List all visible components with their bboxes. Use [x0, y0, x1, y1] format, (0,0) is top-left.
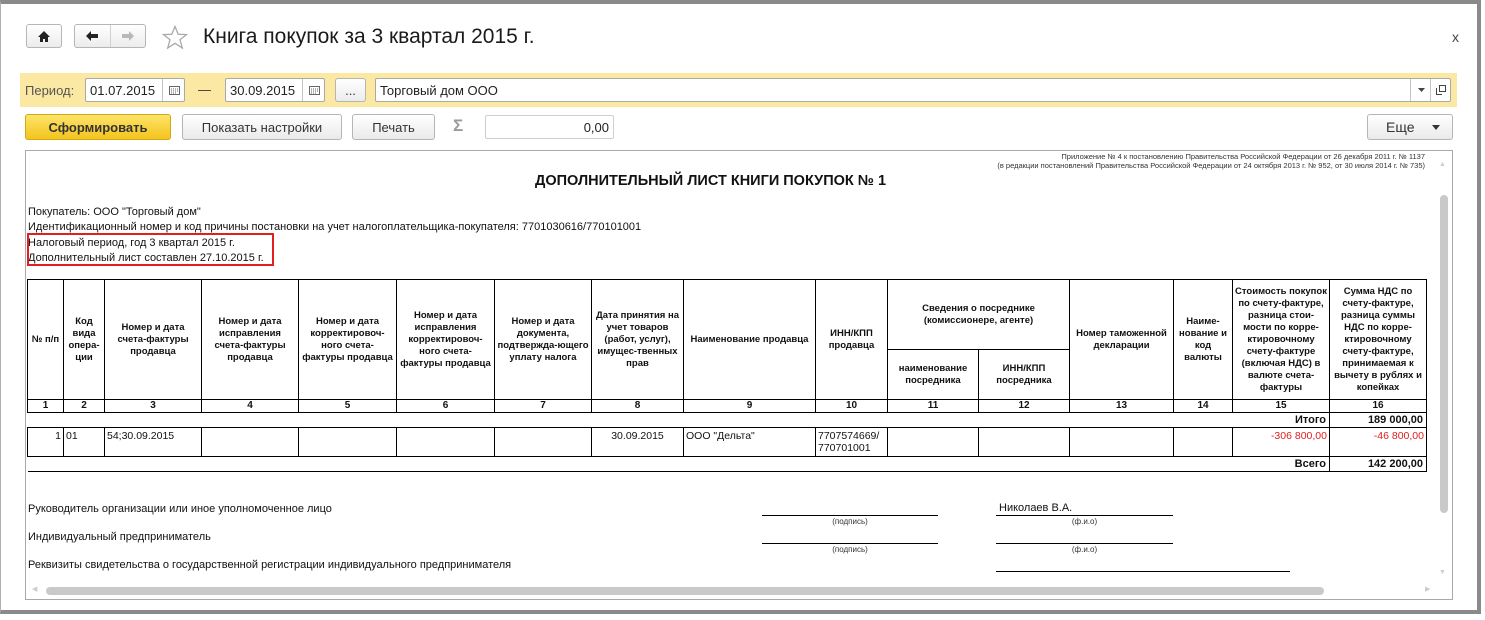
cell-agent-name	[888, 428, 979, 457]
head-signature-caption: (подпись)	[832, 517, 868, 526]
col-header-3: Номер и дата счета-фактуры продавца	[105, 280, 202, 400]
head-signature-line	[762, 515, 938, 516]
head-label: Руководитель организации или иное уполномоченное лицо	[28, 503, 332, 515]
ip-signature-caption: (подпись)	[832, 545, 868, 554]
col-header-13: Номер таможенной декларации	[1070, 280, 1174, 400]
col-header-1: № п/п	[28, 280, 64, 400]
cell-corr	[299, 428, 397, 457]
period-from-value: 01.07.2015	[90, 82, 156, 98]
chevron-down-icon	[1418, 88, 1425, 92]
registration-line	[996, 571, 1290, 572]
cell-customs	[1070, 428, 1174, 457]
col-header-15: Стоимость покупок по счету-фактуре, разница стои-мости по корре-ктировочному счету-фактуре (включая НДС) в валюте счета-фактуры	[1233, 280, 1330, 400]
col-num: 16	[1330, 400, 1427, 413]
col-header-5: Номер и дата корректировоч-ного счета-фактуры продавца	[299, 280, 397, 400]
organization-dropdown-button[interactable]	[1410, 79, 1431, 101]
period-from-field[interactable]	[85, 78, 185, 102]
organization-open-button[interactable]	[1430, 79, 1451, 101]
cell-agent-inn	[979, 428, 1070, 457]
star-icon	[162, 25, 188, 50]
cell-invoice: 54;30.09.2015	[105, 428, 202, 457]
col-num: 14	[1174, 400, 1233, 413]
col-num: 7	[495, 400, 592, 413]
more-label: Еще	[1386, 119, 1415, 135]
home-icon	[37, 30, 51, 43]
col-header-12: ИНН/КПП посредника	[979, 350, 1070, 400]
head-fio-caption: (ф.и.о)	[1071, 517, 1098, 526]
col-num: 15	[1233, 400, 1330, 413]
col-header-7: Номер и дата документа, подтвержда-ющего уплату налога	[495, 280, 592, 400]
itogo-value: 189 000,00	[1330, 413, 1427, 428]
favorite-button[interactable]	[162, 25, 188, 55]
vertical-scrollbar[interactable]	[1440, 195, 1448, 513]
col-header-9: Наименование продавца	[684, 280, 816, 400]
appendix-line-1: Приложение № 4 к постановлению Правительства Российской Федерации от 26 декабря 2011 г. № 1137	[1061, 152, 1425, 161]
col-num: 1	[28, 400, 64, 413]
col-header-16: Сумма НДС по счету-фактуре, разница суммы НДС по корре-ктировочному счету-фактуре, принимаемая к вычету в рублях и копейках	[1330, 280, 1427, 400]
header-row	[28, 280, 1427, 350]
ip-signature-line	[762, 543, 938, 544]
calendar-to-button[interactable]	[302, 79, 325, 101]
col-header-8: Дата принятия на учет товаров (работ, услуг), имущес-твенных прав	[592, 280, 684, 400]
forward-button[interactable]	[111, 25, 145, 47]
vsego-value: 142 200,00	[1330, 457, 1427, 472]
calendar-icon	[309, 86, 320, 95]
sum-field[interactable]: 0,00	[485, 115, 614, 139]
scroll-down-arrow-icon[interactable]: ▼	[1439, 569, 1446, 576]
highlight-box	[27, 233, 274, 266]
close-button[interactable]: x	[1452, 29, 1459, 45]
col-header-6: Номер и дата исправления корректировоч-ного счета-фактуры продавца	[397, 280, 495, 400]
cell-corr-fix	[397, 428, 495, 457]
back-button[interactable]	[75, 25, 111, 47]
vsego-row	[28, 457, 1427, 472]
col-header-10: ИНН/КПП продавца	[816, 280, 888, 400]
col-num: 8	[592, 400, 684, 413]
more-button[interactable]	[1367, 114, 1453, 140]
scroll-left-arrow-icon[interactable]: ◀	[32, 586, 38, 593]
col-header-4: Номер и дата исправления счета-фактуры продавца	[202, 280, 299, 400]
report-spreadsheet[interactable]	[25, 150, 1453, 600]
cell-seller: ООО "Дельта"	[684, 428, 816, 457]
col-num: 4	[202, 400, 299, 413]
tax-period-line: Налоговый период, год 3 квартал 2015 г.	[28, 237, 235, 249]
ip-label: Индивидуальный предприниматель	[28, 531, 211, 543]
cell-accept-date: 30.09.2015	[592, 428, 684, 457]
compiled-date-line: Дополнительный лист составлен 27.10.2015 г.	[28, 252, 264, 264]
horizontal-scrollbar[interactable]	[46, 587, 1324, 595]
appendix-line-2: (в редакции постановлений Правительства Российской Федерации от 24 октября 2013 г. № 952, от 30 июля 2014 г. № 735)	[997, 161, 1425, 170]
col-num: 13	[1070, 400, 1174, 413]
col-num: 6	[397, 400, 495, 413]
calendar-icon	[169, 86, 180, 95]
col-header-2: Код вида опера-ции	[64, 280, 105, 400]
window-title: Книга покупок за 3 квартал 2015 г.	[203, 25, 535, 48]
calendar-from-button[interactable]	[162, 79, 185, 101]
period-label: Период:	[25, 83, 75, 98]
col-header-agent-group: Сведения о посреднике (комиссионере, агенте)	[888, 280, 1070, 350]
open-window-icon	[1436, 85, 1446, 95]
itogo-label: Итого	[28, 413, 1330, 428]
head-name: Николаев В.А.	[999, 502, 1073, 514]
head-fio-line	[996, 515, 1173, 516]
inn-line: Идентификационный номер и код причины постановки на учет налогоплательщика-покупателя: 7701030616/770101001	[28, 221, 642, 233]
arrow-left-icon	[85, 30, 99, 42]
generate-button[interactable]: Сформировать	[25, 114, 171, 140]
column-numbers-row	[28, 400, 1427, 413]
organization-value: Торговый дом ООО	[380, 82, 498, 98]
report-heading: ДОПОЛНИТЕЛЬНЫЙ ЛИСТ КНИГИ ПОКУПОК № 1	[535, 173, 887, 189]
col-num: 3	[105, 400, 202, 413]
buyer-line: Покупатель: ООО "Торговый дом"	[28, 206, 201, 218]
cell-payment-doc	[495, 428, 592, 457]
col-num: 11	[888, 400, 979, 413]
show-settings-button[interactable]: Показать настройки	[182, 114, 342, 140]
cell-n: 1	[28, 428, 64, 457]
choose-period-button[interactable]: ...	[335, 78, 366, 102]
cell-cost: -306 800,00	[1233, 428, 1330, 457]
period-to-field[interactable]	[225, 78, 325, 102]
cell-op-code: 01	[64, 428, 105, 457]
itogo-row	[28, 413, 1427, 428]
col-num: 10	[816, 400, 888, 413]
col-num: 12	[979, 400, 1070, 413]
ip-fio-caption: (ф.и.о)	[1071, 545, 1098, 554]
sigma-icon: Σ	[453, 116, 464, 135]
history-nav	[74, 24, 146, 48]
chevron-down-icon	[1432, 125, 1440, 130]
arrow-right-icon	[121, 30, 135, 42]
vsego-label: Всего	[28, 457, 1330, 472]
home-button[interactable]	[26, 24, 62, 48]
scroll-right-arrow-icon[interactable]: ▶	[1425, 586, 1431, 593]
table-row[interactable]	[28, 428, 1427, 457]
col-num: 9	[684, 400, 816, 413]
cell-currency	[1174, 428, 1233, 457]
col-num: 2	[64, 400, 105, 413]
registration-label: Реквизиты свидетельства о государственной регистрации индивидуального предпринимателя	[28, 559, 512, 571]
organization-field[interactable]	[375, 78, 1451, 102]
period-to-value: 30.09.2015	[230, 82, 296, 98]
purchase-book-table	[27, 279, 1427, 472]
col-header-11: наименование посредника	[888, 350, 979, 400]
ip-fio-line	[996, 543, 1173, 544]
print-button[interactable]: Печать	[352, 114, 435, 140]
cell-seller-inn: 7707574669/ 770701001	[816, 428, 888, 457]
col-num: 5	[299, 400, 397, 413]
cell-fix	[202, 428, 299, 457]
scroll-up-arrow-icon[interactable]: ▲	[1439, 161, 1446, 168]
period-separator: —	[198, 82, 211, 97]
col-header-14: Наиме-нование и код валюты	[1174, 280, 1233, 400]
cell-vat: -46 800,00	[1330, 428, 1427, 457]
